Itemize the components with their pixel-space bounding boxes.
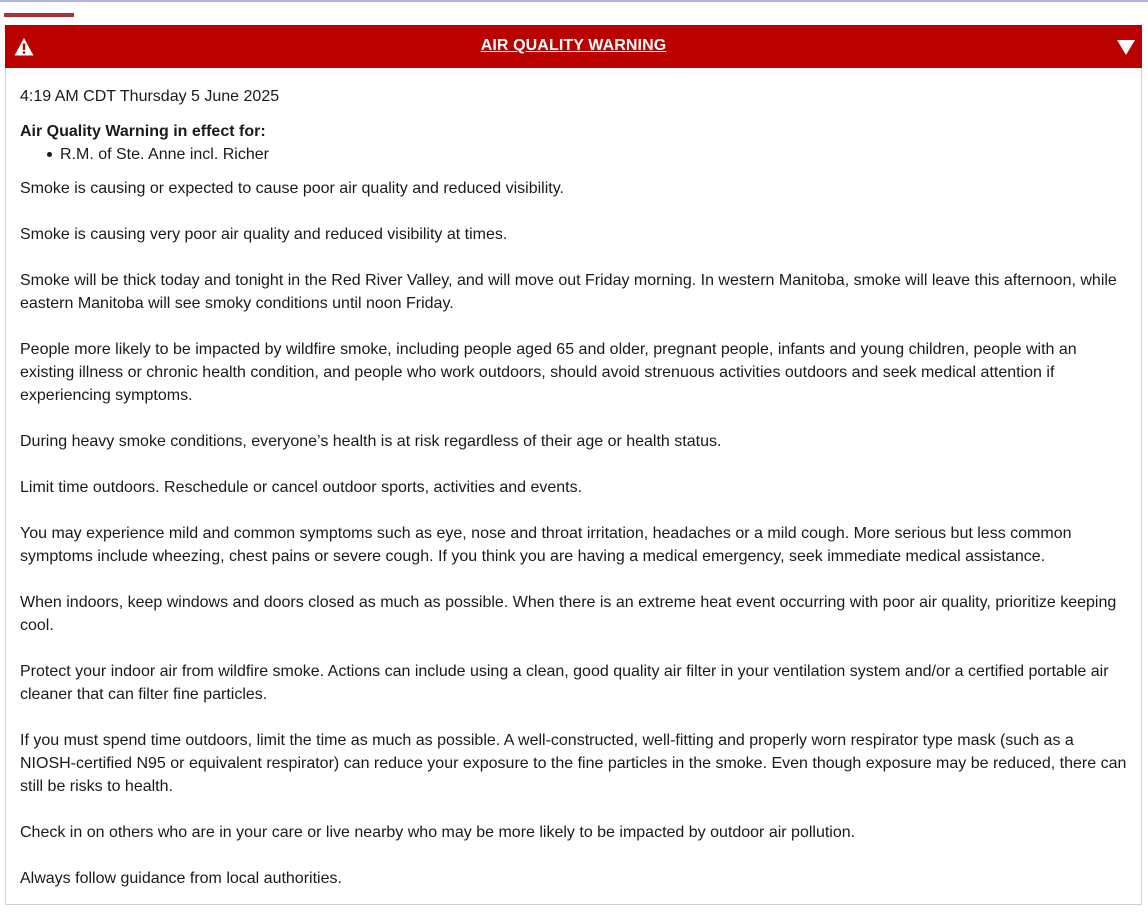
paragraph: Check in on others who are in your care or live nearby who may be more likely to be impacted by outdoor air pollution. bbox=[20, 824, 856, 841]
alert-title[interactable]: AIR QUALITY WARNING bbox=[480, 37, 667, 54]
top-border bbox=[0, 0, 1148, 2]
paragraph: Smoke is causing or expected to cause poor air quality and reduced visibility. bbox=[20, 180, 564, 197]
paragraph: Always follow guidance from local authorities. bbox=[20, 870, 342, 887]
paragraph: You may experience mild and common symptoms such as eye, nose and throat irritation, headaches or a mild cough. More serious but less common symptoms include wheezing, chest pains or severe cough. If you think you are having a medical emergency, seek immediate medical assistance. bbox=[20, 525, 1072, 565]
effect-heading: Air Quality Warning in effect for: bbox=[20, 123, 266, 140]
caret-down-icon[interactable] bbox=[1116, 38, 1136, 56]
paragraph: Protect your indoor air from wildfire smoke. Actions can include using a clean, good quality air filter in your ventilation system and/or a certified portable air cleaner that can filter fine particles. bbox=[20, 663, 1109, 703]
paragraph: During heavy smoke conditions, everyone’s health is at risk regardless of their age or health status. bbox=[20, 433, 722, 450]
active-tab-indicator bbox=[4, 13, 74, 17]
paragraph: If you must spend time outdoors, limit the time as much as possible. A well-constructed, well-fitting and properly worn respirator type mask (such as a NIOSH-certified N95 or equivalent respirator) can reduce your exposure to the fine particles in the smoke. Even though exposure may be reduced, there can still be risks to health. bbox=[20, 732, 1127, 795]
issued-timestamp: 4:19 AM CDT Thursday 5 June 2025 bbox=[20, 88, 280, 105]
alert-banner[interactable] bbox=[5, 25, 1142, 68]
list-item: R.M. of Ste. Anne incl. Richer bbox=[60, 143, 1132, 166]
region-list bbox=[20, 143, 1132, 166]
paragraph: Smoke is causing very poor air quality and reduced visibility at times. bbox=[20, 226, 508, 243]
paragraph: People more likely to be impacted by wildfire smoke, including people aged 65 and older, pregnant people, infants and young children, people with an existing illness or chronic health condition, and people who work outdoors, should avoid strenuous activities outdoors and seek medical attention if experiencing symptoms. bbox=[20, 341, 1077, 404]
paragraph: When indoors, keep windows and doors closed as much as possible. When there is an extreme heat event occurring with poor air quality, prioritize keeping cool. bbox=[20, 594, 1117, 634]
paragraph: Smoke will be thick today and tonight in the Red River Valley, and will move out Friday morning. In western Manitoba, smoke will leave this afternoon, while eastern Manitoba will see smoky conditions until noon Friday. bbox=[20, 272, 1117, 312]
paragraph: Limit time outdoors. Reschedule or cancel outdoor sports, activities and events. bbox=[20, 479, 583, 496]
alert-body bbox=[20, 85, 1132, 913]
